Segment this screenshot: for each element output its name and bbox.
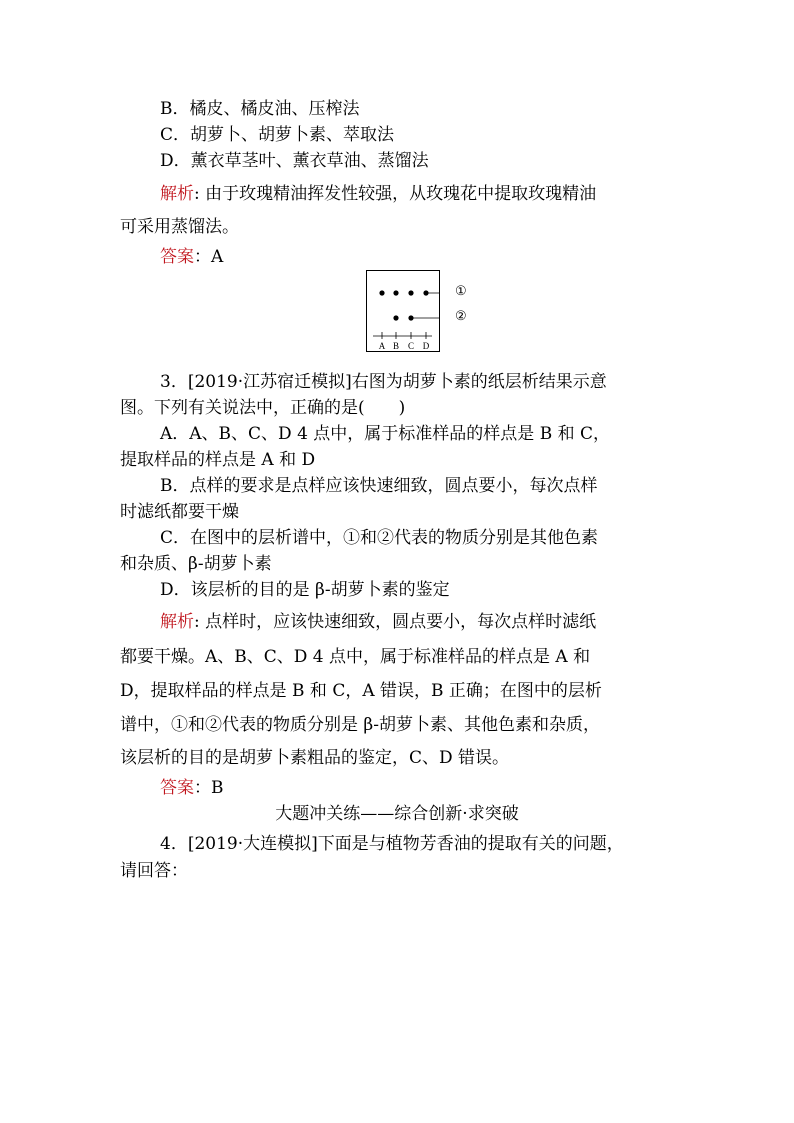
q2-answer-value: ：A [194,247,224,267]
q3-option-c-line1: C．在图中的层析谱中，①和②代表的物质分别是其他色素 [160,528,599,548]
q3-answer-line [160,776,224,800]
q3-analysis-line3: D，提取样品的样点是 B 和 C，A 错误，B 正确；在图中的层析 [120,681,602,701]
q2-option-b: B．橘皮、橘皮油、压榨法 [160,99,360,119]
lane-label-b: B [392,341,400,351]
q2-answer-line [160,245,223,269]
q4-stem-line1: 4．[2019·大连模拟]下面是与植物芳香油的提取有关的问题， [160,834,624,854]
q3-option-c-line2: 和杂质、β-胡萝卜素 [120,554,272,574]
q2-analysis-text: : 由于玫瑰精油挥发性较强，从玫瑰花中提取玫瑰精油 [194,184,597,204]
q3-analysis-line2: 都要干燥。A、B、C、D 4 点中，属于标准样品的样点是 A 和 [120,647,591,667]
q2-analysis-label: 解析 [160,184,194,204]
spot-label-2: ② [455,309,467,324]
q3-analysis-line1 [160,610,596,634]
q2-option-c: C．胡萝卜、胡萝卜素、萃取法 [160,125,395,145]
chromatography-figure [366,270,440,352]
lane-label-a: A [378,341,386,351]
q3-option-a-line2: 提取样品的样点是 A 和 D [120,450,316,470]
q3-answer-value: ：B [194,778,224,798]
lane-label-d: D [422,341,430,351]
spot-row1-b [393,290,398,295]
lane-label-c: C [407,341,415,351]
q3-answer-label: 答案 [160,778,194,798]
q2-answer-label: 答案 [160,247,194,267]
q3-option-b-line2: 时滤纸都要干燥 [120,502,239,522]
q2-analysis-line [160,182,596,206]
q3-analysis-label: 解析 [160,612,194,632]
spot-row1-c [408,290,413,295]
q3-analysis-line5: 该层析的目的是胡萝卜素粗品的鉴定，C、D 错误。 [120,748,510,768]
q2-option-d: D．薰衣草茎叶、薰衣草油、蒸馏法 [160,151,429,171]
q4-stem-line2: 请回答： [120,861,188,881]
section-heading: 大题冲关练——综合创新·求突破 [275,804,519,824]
spot-label-1: ① [455,284,467,299]
q3-option-d: D．该层析的目的是 β-胡萝卜素的鉴定 [160,580,450,600]
q3-stem-line2: 图。下列有关说法中，正确的是( ) [120,398,406,418]
paper-frame [367,271,440,352]
spot-row2-b [393,315,398,320]
q3-option-b-line1: B．点样的要求是点样应该快速细致，圆点要小，每次点样 [160,476,598,496]
q3-analysis-text: : 点样时，应该快速细致，圆点要小，每次点样时滤纸 [194,612,597,632]
q3-analysis-line4: 谱中，①和②代表的物质分别是 β-胡萝卜素、其他色素和杂质， [120,715,600,735]
q3-stem-line1: 3．[2019·江苏宿迁模拟]右图为胡萝卜素的纸层析结果示意 [160,372,607,392]
q2-analysis-line2: 可采用蒸馏法。 [120,217,239,237]
q3-option-a-line1: A．A、B、C、D 4 点中，属于标准样品的样点是 B 和 C， [160,424,611,444]
spot-row1-a [379,290,384,295]
